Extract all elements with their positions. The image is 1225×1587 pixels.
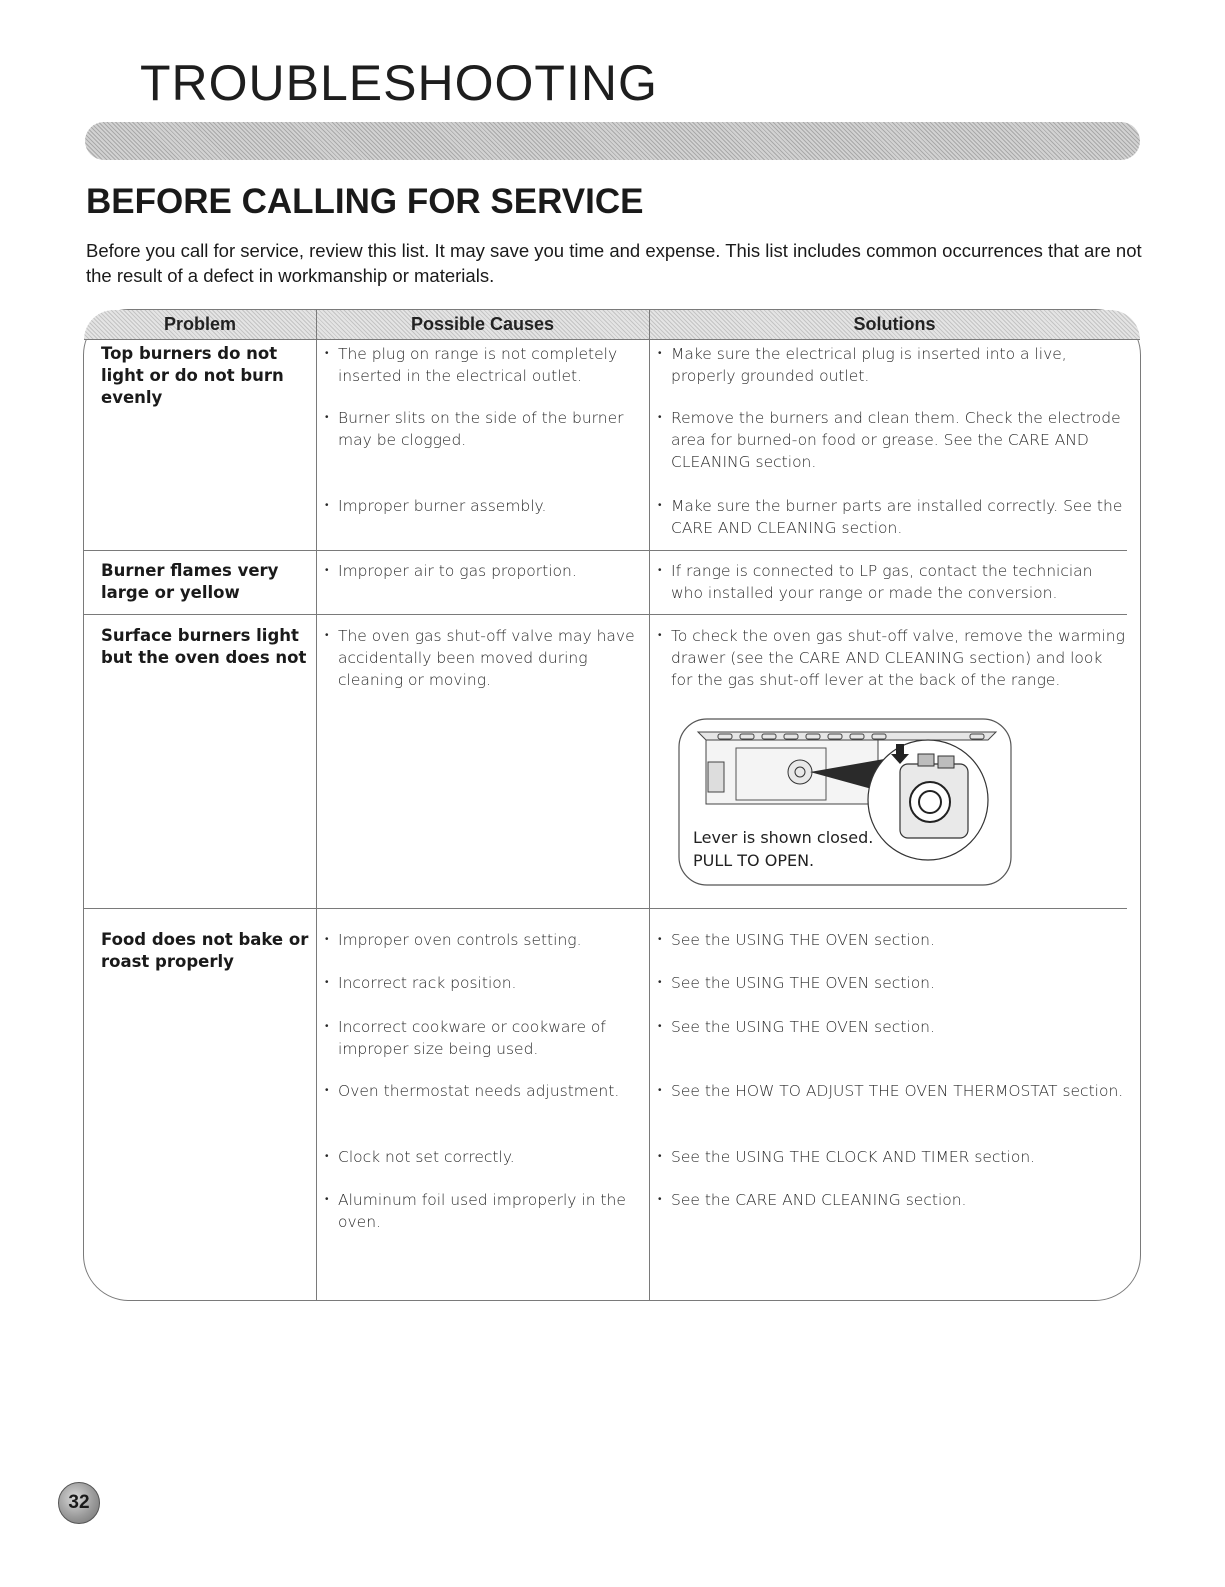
cause-item: • Clock not set correctly. — [318, 1146, 648, 1168]
cause-item: • The plug on range is not completely inserted in the electrical outlet. — [318, 343, 648, 387]
cause-item: • The oven gas shut-off valve may have accidentally been moved during cleaning or moving. — [318, 625, 648, 691]
cause-item: • Burner slits on the side of the burner may be clogged. — [318, 407, 648, 451]
solution-item: • See the CARE AND CLEANING section. — [651, 1189, 1127, 1211]
solution-item: • To check the oven gas shut-off valve, remove the warming drawer (see the CARE AND CLEANING section) and look for the gas shut-off lever at the back of the range. — [651, 625, 1127, 691]
problem-cell: Top burners do not light or do not burn evenly — [101, 344, 284, 407]
column-divider — [649, 310, 650, 1300]
header-problem: Problem — [163, 314, 237, 334]
diagram-caption — [693, 826, 873, 872]
solution-item: • See the USING THE CLOCK AND TIMER section. — [651, 1146, 1127, 1168]
cause-item: • Incorrect rack position. — [318, 972, 648, 994]
cause-item: • Improper burner assembly. — [318, 495, 648, 517]
solution-item: • Make sure the burner parts are installed correctly. See the CARE AND CLEANING section. — [651, 495, 1127, 539]
page-title: TROUBLESHOOTING — [140, 55, 658, 111]
header-solutions: Solutions — [853, 314, 936, 334]
title-divider-bar — [85, 122, 1140, 160]
cause-item: • Aluminum foil used improperly in the oven. — [318, 1189, 648, 1233]
problem-cell: Food does not bake or roast properly — [101, 930, 309, 971]
solution-item: • See the USING THE OVEN section. — [651, 1016, 1127, 1038]
solution-item: • See the USING THE OVEN section. — [651, 929, 1127, 951]
cause-item: • Incorrect cookware or cookware of improper size being used. — [318, 1016, 648, 1060]
solution-item: • Remove the burners and clean them. Check the electrode area for burned-on food or grease. See the CARE AND CLEANING section. — [651, 407, 1127, 473]
section-heading: BEFORE CALLING FOR SERVICE — [86, 182, 644, 221]
intro-paragraph: Before you call for service, review this list. It may save you time and expense. This list includes common occurrences that are not the result of a defect in workmanship or materials. — [86, 240, 1142, 286]
problem-cell: Burner flames very large or yellow — [101, 561, 279, 602]
caption-line: Lever is shown closed. — [693, 828, 874, 847]
row-divider — [84, 550, 1127, 551]
caption-line: PULL TO OPEN. — [693, 851, 815, 870]
page-number: 32 — [68, 1492, 90, 1513]
row-divider — [84, 614, 1127, 615]
cause-item: • Improper oven controls setting. — [318, 929, 648, 951]
cause-item: • Oven thermostat needs adjustment. — [318, 1080, 648, 1102]
solution-item: • See the USING THE OVEN section. — [651, 972, 1127, 994]
column-divider — [316, 310, 317, 1300]
problem-cell: Surface burners light but the oven does not — [101, 626, 307, 667]
cause-item: • Improper air to gas proportion. — [318, 560, 648, 582]
solution-item: • Make sure the electrical plug is inserted into a live, properly grounded outlet. — [651, 343, 1127, 387]
header-possible-causes: Possible Causes — [410, 314, 555, 334]
table-header — [84, 310, 1140, 340]
solution-item: • If range is connected to LP gas, contact the technician who installed your range or made the conversion. — [651, 560, 1127, 604]
page-number-badge — [58, 1482, 100, 1524]
row-divider — [84, 908, 1127, 909]
solution-item: • See the HOW TO ADJUST THE OVEN THERMOSTAT section. — [651, 1080, 1127, 1102]
